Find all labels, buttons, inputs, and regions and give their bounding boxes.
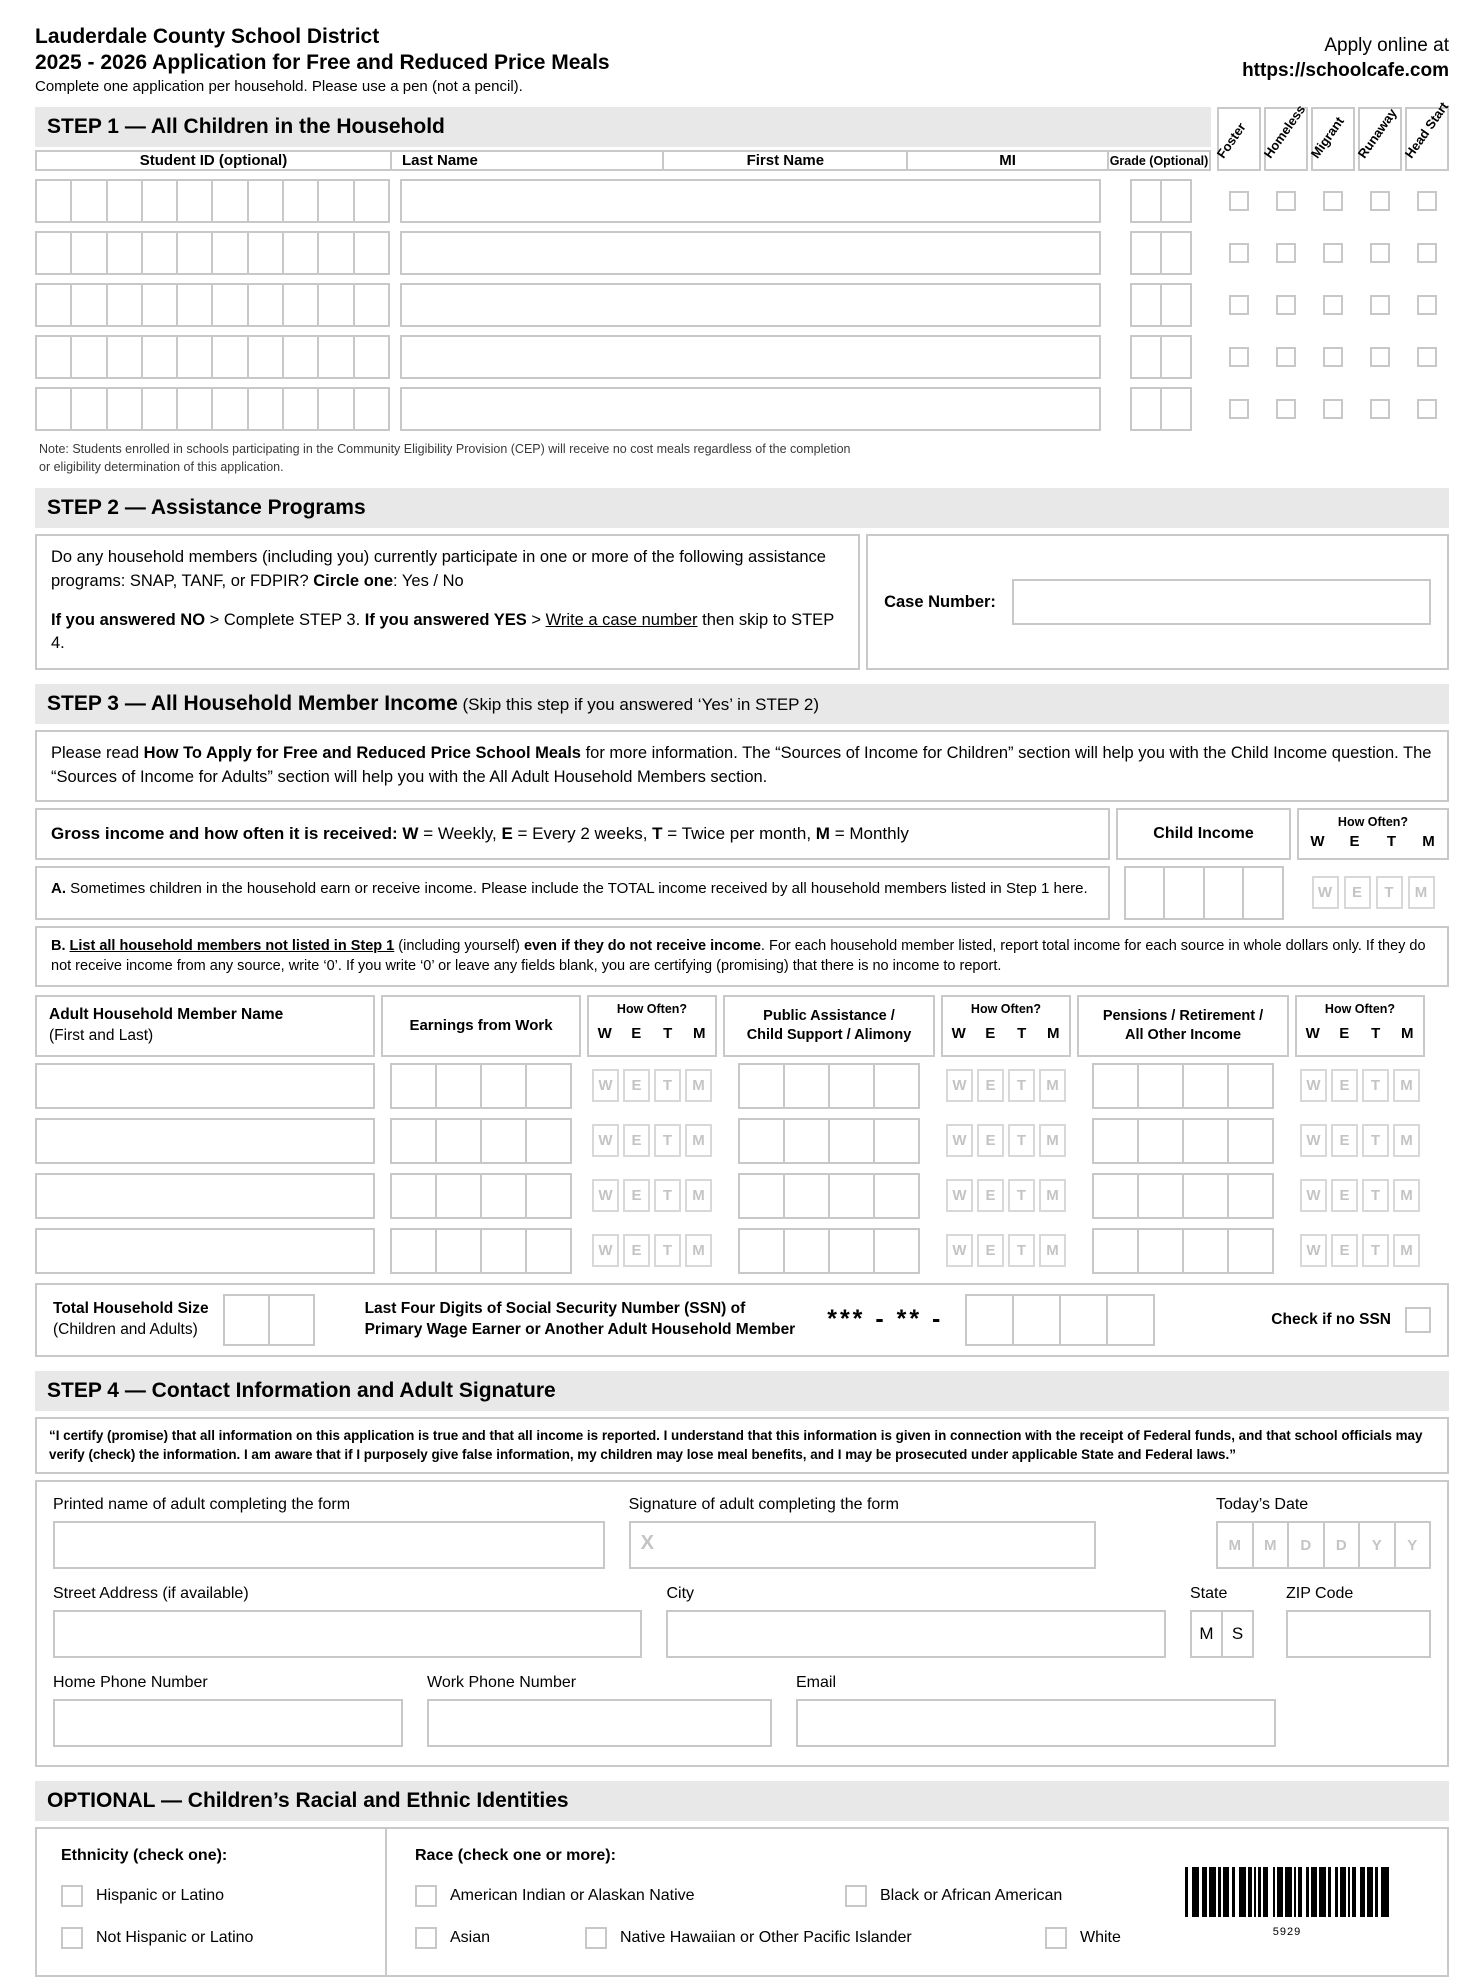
work-phone-input[interactable] (427, 1699, 772, 1747)
printed-name-input[interactable] (53, 1521, 605, 1569)
step3-title-bar (35, 684, 1449, 724)
step3-intro: Please read How To Apply for Free and Reduced Price School Meals for more information. The “Sources of Income for Children” section will help you with the Child Income question. The “Sources of Income for Adults” section will help you with the All Adult Household Members section. (35, 730, 1449, 802)
runaway-label: Runaway (1354, 105, 1400, 162)
pa-freq-w[interactable]: W (946, 1179, 973, 1212)
foster-label: Foster (1213, 120, 1249, 162)
asian-label: Asian (450, 1929, 491, 1947)
student-name-input[interactable] (400, 179, 1101, 223)
grade-input[interactable] (1130, 231, 1192, 275)
gross-income-header-row (35, 808, 1449, 860)
migrant-checkbox[interactable] (1323, 295, 1343, 315)
step3-title: STEP 3 — All Household Member Income (47, 691, 458, 715)
apply-online-block (1242, 24, 1449, 83)
district-name: Lauderdale County School District (35, 25, 380, 48)
flag-col-runaway (1354, 105, 1402, 171)
signature-x-mark: X (640, 1532, 654, 1555)
child-income-header: Child Income (1116, 808, 1291, 860)
pensions-freq-m[interactable]: M (1393, 1124, 1420, 1157)
step2-question-cell (35, 534, 860, 670)
answered-no-label: If you answered NO (51, 611, 206, 630)
step3-skip-note: (Skip this step if you answered ‘Yes’ in STEP 2) (457, 694, 820, 714)
black-label: Black or African American (880, 1887, 1063, 1905)
no-ssn-checkbox[interactable] (1405, 1307, 1431, 1333)
student-id-input[interactable] (35, 179, 390, 223)
migrant-label: Migrant (1307, 114, 1347, 162)
step4-title-bar: STEP 4 — Contact Information and Adult Signature (35, 1371, 1449, 1411)
zip-input[interactable] (1286, 1610, 1431, 1658)
form-title: 2025 - 2026 Application for Free and Reduced Price Meals (35, 50, 610, 74)
street-input[interactable] (53, 1610, 642, 1658)
form-header (35, 24, 1449, 95)
race-option (415, 1927, 545, 1949)
head-start-checkbox[interactable] (1417, 295, 1437, 315)
earnings-freq-e[interactable]: E (623, 1124, 650, 1157)
pa-freq-e[interactable]: E (977, 1069, 1004, 1102)
contact-fields (35, 1480, 1449, 1767)
assistance-instructions: If you answered NO > Complete STEP 3. If you answered YES > Write a case number then skip to STEP 4. (51, 611, 834, 653)
ssn-last4-input[interactable] (965, 1294, 1155, 1346)
earnings-freq-t[interactable]: T (654, 1234, 681, 1267)
street-field (53, 1585, 642, 1658)
pensions-header: Pensions / Retirement / All Other Income (1077, 995, 1289, 1057)
homeless-checkbox[interactable] (1276, 243, 1296, 263)
student-row (35, 231, 1449, 275)
earnings-freq-w[interactable]: W (592, 1234, 619, 1267)
foster-checkbox[interactable] (1229, 399, 1249, 419)
student-name-input[interactable] (400, 283, 1101, 327)
pensions-how-often-header: How Often? W E T M (1295, 995, 1425, 1057)
student-row (35, 387, 1449, 431)
student-row (35, 179, 1449, 223)
white-label: White (1080, 1929, 1121, 1947)
pensions-freq-w[interactable]: W (1300, 1234, 1327, 1267)
pa-freq-e[interactable]: E (977, 1234, 1004, 1267)
american-indian-checkbox[interactable] (415, 1885, 437, 1907)
certification-statement: “I certify (promise) that all information on this application is true and that all income is reported. I understand that this information is given in connection with the receipt of Federal funds, and that school officials may verify (check) the information. I am aware that if I purposely give false information, my children may lose meal benefits, and I may be prosecuted under applicable State and Federal laws.” (35, 1417, 1449, 1475)
earnings-freq-m[interactable]: M (685, 1179, 712, 1212)
homeless-checkbox[interactable] (1276, 347, 1296, 367)
col-grade: Grade (Optional) (1109, 153, 1209, 168)
student-name-input[interactable] (400, 335, 1101, 379)
race-option (845, 1885, 1062, 1907)
barcode-block (1127, 1829, 1447, 1975)
earnings-how-often-header: How Often? W E T M (587, 995, 717, 1057)
homeless-checkbox[interactable] (1276, 295, 1296, 315)
foster-checkbox[interactable] (1229, 191, 1249, 211)
grade-input[interactable] (1130, 283, 1192, 327)
state-label: State (1190, 1585, 1228, 1603)
pa-freq-t[interactable]: T (1008, 1234, 1035, 1267)
migrant-checkbox[interactable] (1323, 191, 1343, 211)
runaway-checkbox[interactable] (1370, 191, 1390, 211)
printed-name-field (53, 1496, 605, 1569)
grade-input[interactable] (1130, 387, 1192, 431)
child-freq-w[interactable]: W (1312, 876, 1339, 909)
adult-income-row (35, 1118, 1449, 1164)
ethnicity-column (37, 1829, 387, 1975)
child-how-often-header (1297, 808, 1449, 860)
adult-income-table-header (35, 995, 1449, 1057)
pa-freq-t[interactable]: T (1008, 1069, 1035, 1102)
form-title-block (35, 24, 610, 95)
runaway-checkbox[interactable] (1370, 347, 1390, 367)
pensions-freq-m[interactable]: M (1393, 1179, 1420, 1212)
earnings-freq-t[interactable]: T (654, 1124, 681, 1157)
date-input[interactable]: M M D D Y Y (1216, 1521, 1431, 1569)
circle-one-label: Circle one (313, 571, 394, 590)
col-student-id: Student ID (optional) (37, 152, 392, 169)
how-to-apply-reference: How To Apply for Free and Reduced Price School Meals (143, 743, 581, 762)
native-hawaiian-label: Native Hawaiian or Other Pacific Islander (620, 1929, 912, 1947)
signature-field (629, 1496, 1096, 1569)
native-hawaiian-checkbox[interactable] (585, 1927, 607, 1949)
earnings-input[interactable] (390, 1118, 572, 1164)
ethnicity-option (61, 1927, 385, 1949)
step1-column-headers (35, 150, 1211, 171)
adult-name-input[interactable] (35, 1173, 375, 1219)
asian-checkbox[interactable] (415, 1927, 437, 1949)
adult-name-header: Adult Household Member Name (First and Last) (35, 995, 375, 1057)
how-often-label: How Often? (1337, 814, 1409, 829)
pensions-freq-w[interactable]: W (1300, 1069, 1327, 1102)
student-name-input[interactable] (400, 231, 1101, 275)
hispanic-label: Hispanic or Latino (96, 1887, 225, 1905)
earnings-freq-m[interactable]: M (685, 1069, 712, 1102)
adult-name-input[interactable] (35, 1228, 375, 1274)
pa-how-often-header: How Often? W E T M (941, 995, 1071, 1057)
adult-name-input[interactable] (35, 1063, 375, 1109)
form-subtitle: Complete one application per household. Please use a pen (not a pencil). (35, 78, 523, 96)
pa-freq-e[interactable]: E (977, 1124, 1004, 1157)
race-label: Race (check one or more): (415, 1847, 616, 1865)
homeless-label: Homeless (1260, 102, 1309, 162)
earnings-freq-t[interactable]: T (654, 1069, 681, 1102)
child-freq-e[interactable]: E (1344, 876, 1371, 909)
child-income-row (35, 866, 1449, 920)
ethnicity-label: Ethnicity (check one): (61, 1847, 228, 1865)
earnings-input[interactable] (390, 1228, 572, 1274)
street-label: Street Address (if available) (53, 1585, 249, 1603)
child-income-input[interactable] (1124, 866, 1284, 920)
state-field (1190, 1585, 1262, 1658)
case-number-cell (866, 534, 1449, 670)
write-case-number-label: Write a case number (545, 611, 698, 630)
public-assistance-input[interactable] (738, 1173, 920, 1219)
work-phone-label: Work Phone Number (427, 1674, 577, 1692)
signature-label: Signature of adult completing the form (628, 1496, 899, 1514)
pensions-freq-w[interactable]: W (1300, 1124, 1327, 1157)
apply-online-url[interactable]: https://schoolcafe.com (1242, 59, 1449, 81)
flag-col-head-start (1401, 99, 1452, 171)
race-option (1045, 1927, 1121, 1949)
wetm-w: W (1310, 833, 1325, 851)
homeless-checkbox[interactable] (1276, 399, 1296, 419)
household-size-input[interactable] (223, 1294, 315, 1346)
zip-field (1286, 1585, 1431, 1658)
head-start-checkbox[interactable] (1417, 399, 1437, 419)
foster-checkbox[interactable] (1229, 295, 1249, 315)
flag-col-migrant (1307, 107, 1355, 171)
state-input[interactable]: M S (1190, 1610, 1254, 1658)
student-id-input[interactable] (35, 387, 390, 431)
head-start-label: Head Start (1401, 99, 1452, 162)
pensions-input[interactable] (1092, 1118, 1274, 1164)
case-number-label: Case Number: (884, 592, 996, 611)
city-input[interactable] (666, 1610, 1166, 1658)
earnings-freq-w[interactable]: W (592, 1179, 619, 1212)
todays-date-label: Today’s Date (1216, 1496, 1309, 1514)
pensions-freq-e[interactable]: E (1331, 1069, 1358, 1102)
public-assistance-header: Public Assistance / Child Support / Alimony (723, 995, 935, 1057)
pa-freq-m[interactable]: M (1039, 1069, 1066, 1102)
email-label: Email (796, 1674, 837, 1692)
pensions-freq-e[interactable]: E (1331, 1179, 1358, 1212)
col-first-name: First Name (664, 152, 908, 169)
flag-col-homeless (1260, 102, 1309, 171)
white-checkbox[interactable] (1045, 1927, 1067, 1949)
adult-name-input[interactable] (35, 1118, 375, 1164)
step2-title-bar: STEP 2 — Assistance Programs (35, 488, 1449, 528)
earnings-freq-m[interactable]: M (685, 1124, 712, 1157)
public-assistance-input[interactable] (738, 1228, 920, 1274)
student-row (35, 283, 1449, 327)
wetm-t: T (1386, 833, 1397, 851)
signature-input[interactable] (629, 1521, 1096, 1569)
migrant-checkbox[interactable] (1323, 243, 1343, 263)
optional-title-bar: OPTIONAL — Children’s Racial and Ethnic Identities (35, 1781, 1449, 1821)
pa-freq-w[interactable]: W (946, 1234, 973, 1267)
pensions-input[interactable] (1092, 1228, 1274, 1274)
student-id-input[interactable] (35, 283, 390, 327)
pensions-freq-t[interactable]: T (1362, 1069, 1389, 1102)
foster-checkbox[interactable] (1229, 243, 1249, 263)
step1-title-bar: STEP 1 — All Children in the Household (35, 107, 1211, 147)
home-phone-field (53, 1674, 403, 1747)
adult-income-instruction: B. List all household members not listed in Step 1 (including yourself) even if they do not receive income. For each household member listed, report total income for each source in whole dollars only. If they do not receive income from any source, write ‘0’. If you write ‘0’ or leave any fields blank, you are certifying (promising) that there is no income to report. (35, 926, 1449, 987)
household-size-ssn-row (35, 1283, 1449, 1357)
adult-income-row (35, 1173, 1449, 1219)
earnings-freq-m[interactable]: M (685, 1234, 712, 1267)
pensions-freq-w[interactable]: W (1300, 1179, 1327, 1212)
migrant-checkbox[interactable] (1323, 399, 1343, 419)
ssn-mask: *** - ** - (827, 1305, 944, 1334)
pensions-input[interactable] (1092, 1173, 1274, 1219)
home-phone-input[interactable] (53, 1699, 403, 1747)
pensions-freq-m[interactable]: M (1393, 1234, 1420, 1267)
earnings-freq-e[interactable]: E (623, 1069, 650, 1102)
email-input[interactable] (796, 1699, 1276, 1747)
earnings-input[interactable] (390, 1173, 572, 1219)
black-checkbox[interactable] (845, 1885, 867, 1907)
flag-column-headers (1213, 99, 1452, 171)
child-income-instruction: A. Sometimes children in the household earn or receive income. Please include the TOTAL income received by all household members listed in Step 1 here. (35, 866, 1110, 920)
adult-income-row (35, 1063, 1449, 1109)
city-label: City (666, 1585, 695, 1603)
runaway-checkbox[interactable] (1370, 243, 1390, 263)
earnings-header: Earnings from Work (381, 995, 581, 1057)
gross-income-legend: Gross income and how often it is received: W = Weekly, E = Every 2 weeks, T = Twice per month, M = Monthly (35, 808, 1110, 860)
pa-freq-w[interactable]: W (946, 1069, 973, 1102)
runaway-checkbox[interactable] (1370, 399, 1390, 419)
pensions-freq-m[interactable]: M (1393, 1069, 1420, 1102)
pensions-freq-t[interactable]: T (1362, 1234, 1389, 1267)
pa-freq-m[interactable]: M (1039, 1234, 1066, 1267)
pa-freq-e[interactable]: E (977, 1179, 1004, 1212)
earnings-freq-w[interactable]: W (592, 1069, 619, 1102)
runaway-checkbox[interactable] (1370, 295, 1390, 315)
child-freq-t[interactable]: T (1376, 876, 1403, 909)
pa-freq-t[interactable]: T (1008, 1179, 1035, 1212)
earnings-freq-t[interactable]: T (654, 1179, 681, 1212)
barcode-image (1185, 1867, 1389, 1917)
race-option (585, 1927, 1005, 1949)
date-field (1216, 1496, 1431, 1569)
not-hispanic-checkbox[interactable] (61, 1927, 83, 1949)
race-option (415, 1885, 805, 1907)
pa-freq-t[interactable]: T (1008, 1124, 1035, 1157)
total-household-size-label: Total Household Size (Children and Adults) (53, 1299, 209, 1338)
grade-input[interactable] (1130, 179, 1192, 223)
pa-freq-w[interactable]: W (946, 1124, 973, 1157)
not-hispanic-label: Not Hispanic or Latino (96, 1929, 254, 1947)
col-mi: MI (908, 152, 1109, 169)
apply-online-label: Apply online at (1324, 35, 1449, 56)
earnings-freq-w[interactable]: W (592, 1124, 619, 1157)
zip-label: ZIP Code (1286, 1585, 1354, 1603)
wetm-e: E (1349, 833, 1360, 851)
student-name-input[interactable] (400, 387, 1101, 431)
home-phone-label: Home Phone Number (53, 1674, 208, 1692)
case-number-input[interactable] (1012, 579, 1431, 625)
grade-input[interactable] (1130, 335, 1192, 379)
foster-checkbox[interactable] (1229, 347, 1249, 367)
pensions-input[interactable] (1092, 1063, 1274, 1109)
col-last-name: Last Name (392, 152, 664, 169)
pensions-freq-e[interactable]: E (1331, 1234, 1358, 1267)
printed-name-label: Printed name of adult completing the form (53, 1496, 351, 1514)
child-freq-m[interactable]: M (1408, 876, 1435, 909)
earnings-freq-e[interactable]: E (623, 1234, 650, 1267)
pensions-freq-t[interactable]: T (1362, 1124, 1389, 1157)
pensions-freq-t[interactable]: T (1362, 1179, 1389, 1212)
head-start-checkbox[interactable] (1417, 191, 1437, 211)
student-id-input[interactable] (35, 335, 390, 379)
hispanic-checkbox[interactable] (61, 1885, 83, 1907)
flag-col-foster (1213, 107, 1261, 171)
pensions-freq-e[interactable]: E (1331, 1124, 1358, 1157)
step1-header (35, 99, 1452, 171)
american-indian-label: American Indian or Alaskan Native (450, 1887, 695, 1905)
step4-section (35, 1371, 1449, 1768)
cep-note: Note: Students enrolled in schools participating in the Community Eligibility Provision (CEP) will receive no cost meals regardless of the completion or eligibility determination of this application. (39, 442, 851, 474)
earnings-input[interactable] (390, 1063, 572, 1109)
city-field (666, 1585, 1166, 1658)
work-phone-field (427, 1674, 772, 1747)
no-ssn-label: Check if no SSN (1271, 1310, 1391, 1328)
yes-no-options[interactable]: : Yes / No (393, 571, 464, 590)
step2-section (35, 488, 1449, 670)
assistance-question (51, 546, 844, 593)
migrant-checkbox[interactable] (1323, 347, 1343, 367)
adult-income-row (35, 1228, 1449, 1274)
question-text: Do any household members (including you) currently participate in one or more of the following assistance programs: SNAP, TANF, or FDPIR? (51, 548, 826, 590)
student-row (35, 335, 1449, 379)
public-assistance-input[interactable] (738, 1063, 920, 1109)
head-start-checkbox[interactable] (1417, 347, 1437, 367)
ethnicity-option (61, 1885, 385, 1907)
optional-section (35, 1781, 1449, 1977)
barcode-number: 5929 (1272, 1925, 1302, 1938)
race-column (387, 1829, 1127, 1975)
homeless-checkbox[interactable] (1276, 191, 1296, 211)
pa-freq-m[interactable]: M (1039, 1179, 1066, 1212)
ssn-label: Last Four Digits of Social Security Number (SSN) of Primary Wage Earner or Another Adult Household Member (364, 1299, 796, 1338)
email-field (796, 1674, 1276, 1747)
answered-yes-label: If you answered YES (364, 611, 527, 630)
public-assistance-input[interactable] (738, 1118, 920, 1164)
student-id-input[interactable] (35, 231, 390, 275)
pa-freq-m[interactable]: M (1039, 1124, 1066, 1157)
head-start-checkbox[interactable] (1417, 243, 1437, 263)
wetm-m: M (1422, 833, 1435, 851)
step3-section (35, 684, 1449, 1357)
earnings-freq-e[interactable]: E (623, 1179, 650, 1212)
